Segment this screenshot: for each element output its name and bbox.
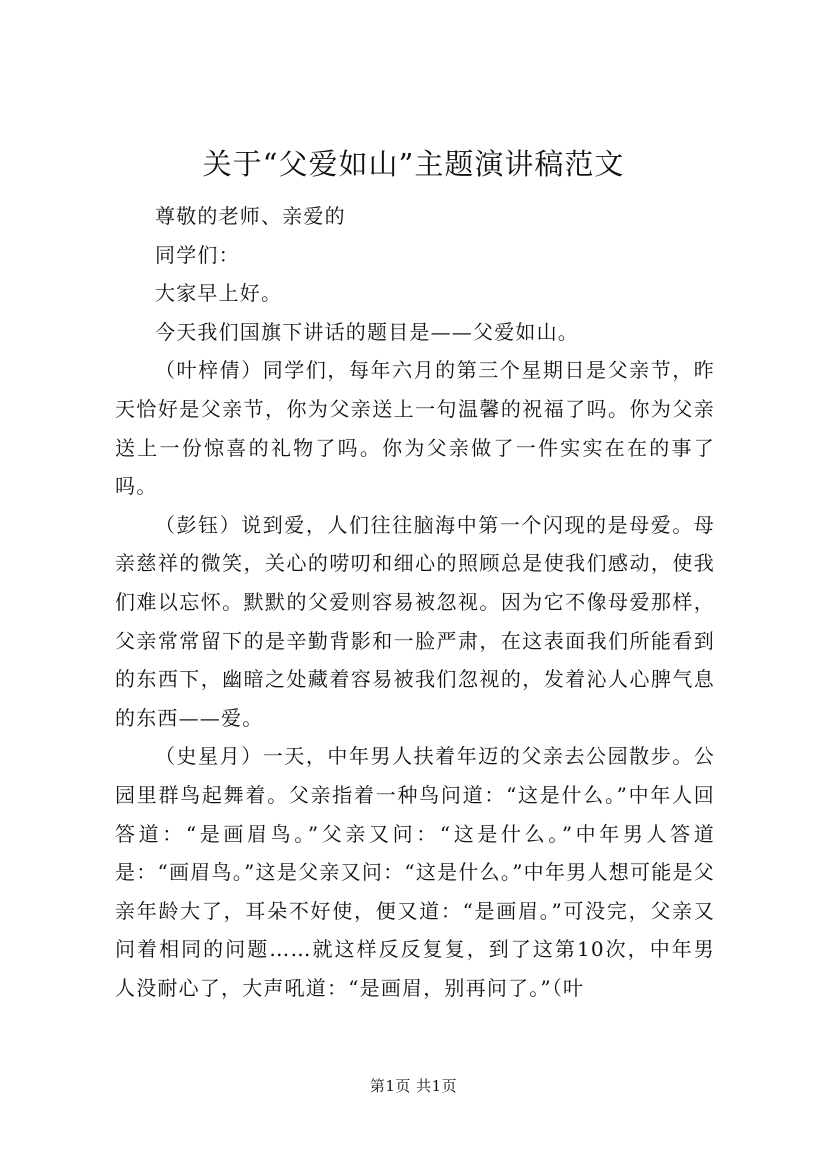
page-footer: 第1页 共1页: [369, 1077, 458, 1095]
paragraph-ye-ziqian: （叶梓倩）同学们，每年六月的第三个星期日是父亲节，昨天恰好是父亲节，你为父亲送上一句温馨的祝福了吗。你为父亲送上一份惊喜的礼物了吗。你为父亲做了一件实实在在的事了吗。: [115, 358, 715, 499]
salutation-line-2: 同学们：: [155, 242, 240, 267]
greeting: 大家早上好。: [155, 281, 283, 306]
salutation-line-1: 尊敬的老师、亲爱的: [155, 204, 346, 228]
document-title: 关于“父爱如山”主题演讲稿范文: [202, 147, 625, 181]
paragraph-peng-yu: （彭钰）说到爱，人们往往脑海中第一个闪现的是母爱。母亲慈祥的微笑，关心的唠叨和细心的照顾总是使我们感动，使我们难以忘怀。默默的父爱则容易被忽视。因为它不像母爱那样，父亲常常留下的是辛勤背影和一脸严肃，在这表面我们所能看到的东西下，幽暗之处藏着容易被我们忽视的，发着沁人心脾气息的东西——爱。: [115, 512, 715, 730]
paragraph-shi-xingyue: （史星月）一天，中年男人扶着年迈的父亲去公园散步。公园里群鸟起舞着。父亲指着一种鸟问道：“这是什么。”中年人回答道：“是画眉鸟。”父亲又问：“这是什么。”中年男人答道是：“画眉鸟。”这是父亲又问：“这是什么。”中年男人想可能是父亲年龄大了，耳朵不好使，便又道：“是画眉。”可没完，父亲又问着相同的问题……就这样反反复复，到了这第10次，中年男人没耐心了，大声吼道：“是画眉，别再问了。”（叶: [115, 744, 715, 1000]
document-body: [115, 197, 715, 1007]
topic-line: 今天我们国旗下讲话的题目是——父爱如山。: [155, 319, 579, 344]
